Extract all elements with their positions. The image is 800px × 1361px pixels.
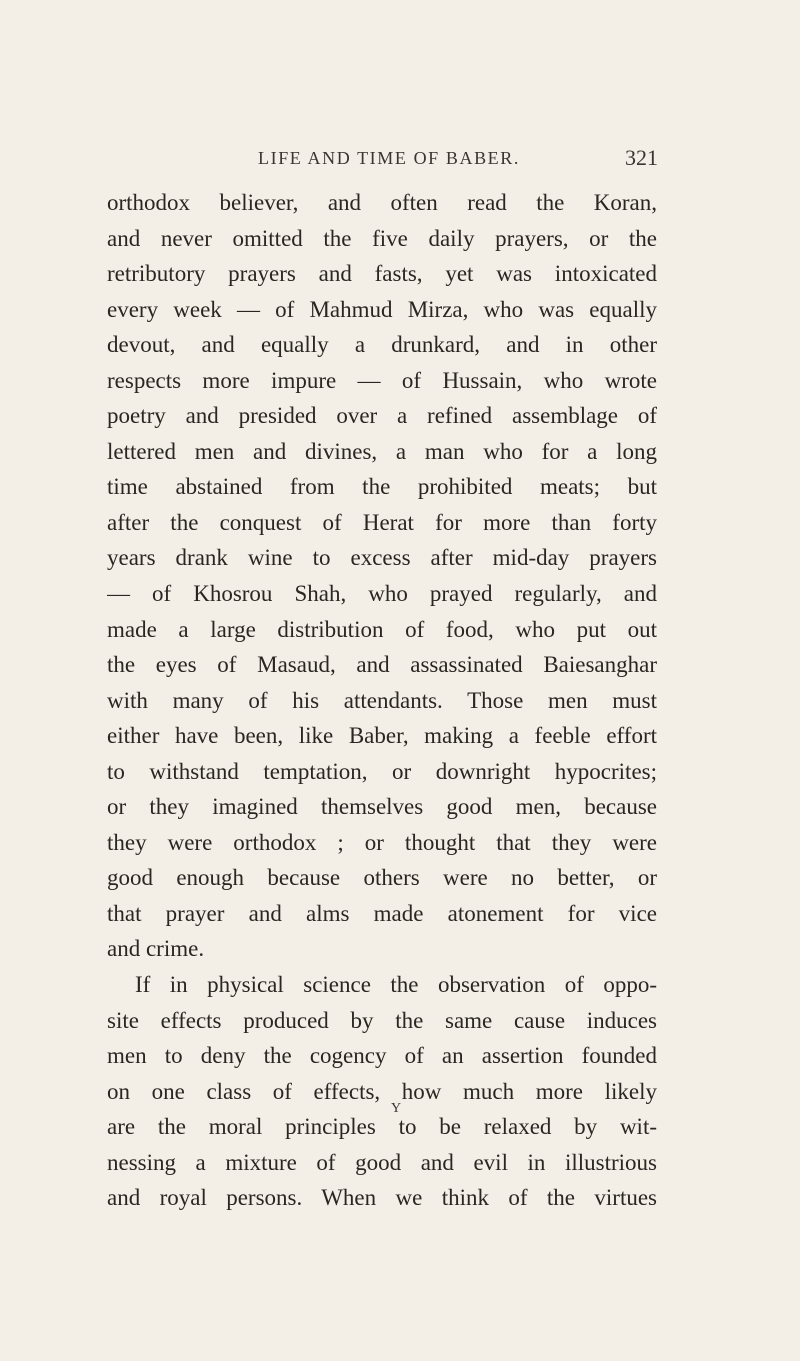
text-line: are the moral principles to be relaxed by wit- bbox=[107, 1114, 657, 1140]
text-line: after the conquest of Herat for more than forty bbox=[107, 509, 657, 535]
text-line: poetry and presided over a refined assemblage of bbox=[107, 403, 657, 429]
text-line: site effects produced by the same cause induces bbox=[107, 1007, 657, 1033]
page-number: 321 bbox=[625, 145, 658, 170]
text-line: on one class of effects, how much more likely bbox=[107, 1078, 657, 1104]
signature-mark: Y bbox=[391, 1101, 402, 1116]
text-line: every week — of Mahmud Mirza, who was equally bbox=[107, 296, 657, 322]
text-line: and never omitted the five daily prayers, or the bbox=[107, 225, 657, 251]
text-line: to withstand temptation, or downright hypocrites; bbox=[107, 758, 657, 784]
text-line: the eyes of Masaud, and assassinated Baiesanghar bbox=[107, 652, 657, 678]
running-title: LIFE AND TIME OF BABER. bbox=[258, 148, 520, 168]
text-line: men to deny the cogency of an assertion founded bbox=[107, 1043, 657, 1069]
text-line: and crime. bbox=[107, 936, 205, 962]
text-line: with many of his attendants. Those men must bbox=[107, 687, 657, 713]
text-line: nessing a mixture of good and evil in illustrious bbox=[107, 1149, 657, 1175]
text-line: either have been, like Baber, making a feeble effort bbox=[107, 723, 657, 749]
text-line: made a large distribution of food, who put out bbox=[107, 616, 657, 642]
text-line: devout, and equally a drunkard, and in other bbox=[107, 332, 657, 358]
body-text bbox=[107, 185, 657, 1216]
text-line: or they imagined themselves good men, because bbox=[107, 794, 657, 820]
running-head bbox=[258, 145, 658, 175]
text-line: If in physical science the observation of oppo- bbox=[135, 972, 657, 998]
text-line: retributory prayers and fasts, yet was intoxicated bbox=[107, 261, 657, 287]
text-line: respects more impure — of Hussain, who wrote bbox=[107, 367, 657, 393]
text-line: good enough because others were no better, or bbox=[107, 865, 657, 891]
text-line: lettered men and divines, a man who for a long bbox=[107, 438, 657, 464]
text-line: time abstained from the prohibited meats; but bbox=[107, 474, 657, 500]
text-line: that prayer and alms made atonement for vice bbox=[107, 900, 657, 926]
text-line: and royal persons. When we think of the virtues bbox=[107, 1185, 657, 1211]
text-line: years drank wine to excess after mid-day prayers bbox=[107, 545, 657, 571]
text-line: — of Khosrou Shah, who prayed regularly, and bbox=[107, 581, 657, 607]
text-line: orthodox believer, and often read the Koran, bbox=[107, 190, 657, 215]
text-line: they were orthodox ; or thought that they were bbox=[107, 829, 657, 855]
